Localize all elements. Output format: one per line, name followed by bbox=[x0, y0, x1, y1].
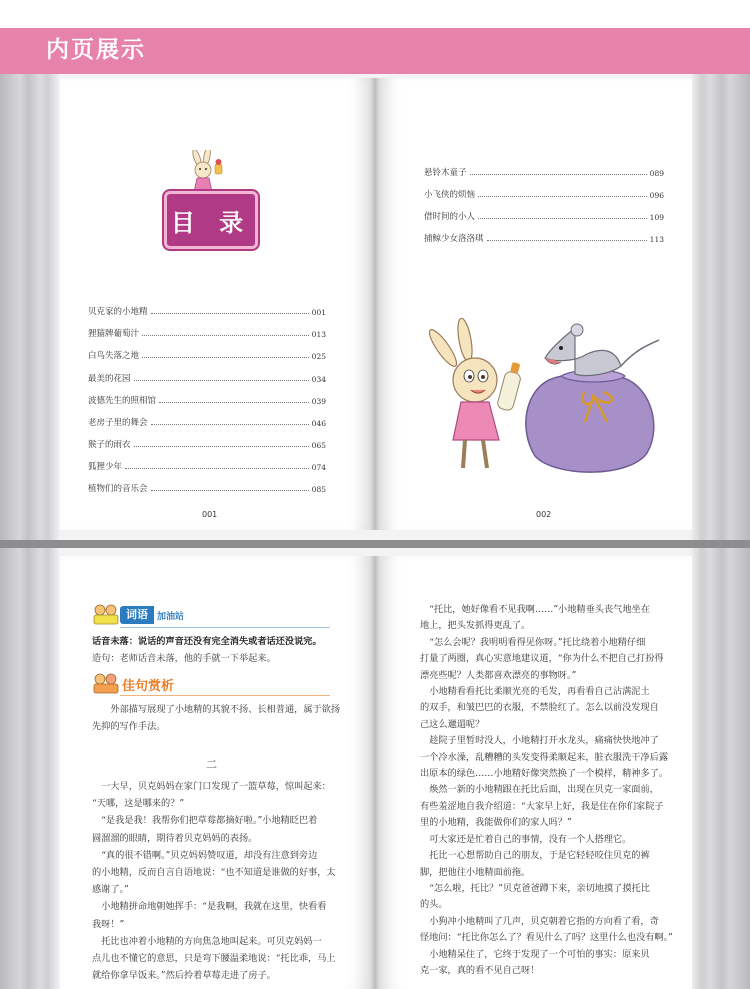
banner bbox=[0, 0, 750, 80]
toc-item-page: 046 bbox=[311, 419, 326, 428]
toc-item-title: 小飞侠的烦恼 bbox=[424, 190, 476, 200]
story-line: “托比，她好像看不见我啊……”小地精垂头丧气地坐在 bbox=[429, 604, 650, 615]
toc-leader bbox=[134, 380, 309, 381]
toc-item-title: 猴子的雨衣 bbox=[88, 440, 131, 450]
story-line: 地上，把头发抓得更乱了。 bbox=[420, 620, 531, 632]
toc-leader bbox=[478, 218, 647, 219]
banner-title: 内页展示 bbox=[46, 37, 146, 63]
story-line: 圆溜溜的眼睛，期待着贝克妈妈的表扬。 bbox=[92, 832, 258, 844]
book-gutter bbox=[370, 78, 380, 530]
toc-item-page: 109 bbox=[649, 213, 664, 222]
story-line: 小狗冲小地精叫了几声，贝克朝着它指的方向看了看，奇 bbox=[429, 915, 659, 927]
story-line: 的双手，和皱巴巴的衣服，不禁脸红了。怎么以前没发现自 bbox=[420, 702, 659, 714]
toc-item-page: 034 bbox=[311, 375, 326, 384]
story-line: 己这么邋遢呢？ bbox=[420, 718, 485, 730]
appreciation-rule bbox=[120, 695, 330, 696]
rabbit-mouse-illustration bbox=[425, 318, 670, 478]
milk-bottle bbox=[496, 371, 521, 412]
toc-item-page: 085 bbox=[311, 485, 326, 494]
toc-item[interactable] bbox=[88, 349, 326, 361]
story-line: 打量了两圈，真心实意地建议道，“你为什么不把自己打扮得 bbox=[420, 653, 664, 665]
appreciation-text: 外部描写展现了小地精的其貌不扬、长相普通，属于欲扬先抑的写作手法。 bbox=[92, 704, 341, 733]
toc-item[interactable] bbox=[424, 166, 664, 178]
toc-item[interactable] bbox=[88, 460, 326, 472]
toc-item[interactable] bbox=[424, 210, 664, 222]
rabbit-dress bbox=[453, 402, 499, 440]
story-line: “是我是我！我帮你们把草莓都摘好啦。”小地精眨巴着 bbox=[101, 815, 318, 827]
toc-item-title: 狐狸少年 bbox=[88, 462, 123, 472]
story-line: 脚，把他往小地精面前拖。 bbox=[420, 866, 531, 878]
toc-item-title: 贝克家的小地精 bbox=[88, 307, 148, 317]
toc-item-title: 白鸟失落之地 bbox=[88, 351, 140, 361]
toc-item[interactable] bbox=[88, 372, 326, 384]
toc-item-title: 最美的花园 bbox=[88, 374, 131, 384]
story-line: “怎么会呢？我明明看得见你呀。”托比绕着小地精仔细 bbox=[429, 636, 646, 648]
story-line: “天哪，这是哪来的？” bbox=[92, 798, 185, 810]
story-line: 漂亮些呢？人类都喜欢漂亮的事物呀。” bbox=[420, 669, 577, 681]
story-line: 克一家，真的看不见自己呀！ bbox=[420, 964, 540, 976]
toc-leader bbox=[151, 490, 309, 491]
toc-item-page: 013 bbox=[311, 330, 326, 339]
story-line: 一大早，贝克妈妈在家门口发现了一篮草莓，惊叫起来： bbox=[101, 781, 331, 792]
appreciation-label: 佳句赏析 bbox=[122, 679, 175, 694]
toc-title-box bbox=[164, 191, 258, 249]
vocab-label-sub: 加油站 bbox=[157, 611, 185, 622]
toc-item[interactable] bbox=[88, 416, 326, 428]
story-line: 感谢了。” bbox=[92, 884, 129, 896]
toc-leader bbox=[151, 313, 309, 314]
mouse bbox=[545, 328, 621, 376]
story-line: 托比一心想帮助自己的朋友，于是它轻轻咬住贝克的裤 bbox=[429, 850, 650, 862]
toc-item-page: 065 bbox=[311, 441, 326, 450]
story-line: 托比也冲着小地精的方向焦急地叫起来。可贝克妈妈一 bbox=[101, 935, 322, 947]
vocab-label-main: 词语 bbox=[120, 606, 154, 624]
toc-item-title: 波德先生的照相馆 bbox=[88, 396, 157, 406]
chapter-number: 二 bbox=[206, 758, 217, 771]
toc-item-page: 089 bbox=[649, 169, 664, 178]
story-line: 点儿也不懂它的意思，只是弯下腰温柔地说：“托比乖，马上 bbox=[92, 953, 336, 965]
story-line: 小地精呆住了，它终于发现了一个可怕的事实：原来贝 bbox=[429, 948, 650, 960]
toc-item-title: 老房子里的舞会 bbox=[88, 418, 148, 428]
vocab-term: 话音未落：说话的声音还没有完全消失或者话还没说完。 bbox=[92, 636, 322, 647]
story-line: 可大家还是忙着自己的事情，没有一个人搭理它。 bbox=[429, 833, 632, 845]
toc-leader bbox=[478, 196, 647, 197]
toc-item[interactable] bbox=[88, 438, 326, 450]
toc-leader bbox=[151, 424, 309, 425]
vocab-example: 造句：老师话音未落，他的手就一下举起来。 bbox=[92, 653, 276, 664]
story-line: 趁院子里暂时没人，小地精打开水龙头，痛痛快快地冲了 bbox=[429, 735, 659, 747]
toc-leader bbox=[142, 357, 309, 358]
toc-item-title: 狸猫牌葡萄汁 bbox=[88, 329, 140, 339]
toc-leader bbox=[134, 446, 309, 447]
toc-item-page: 074 bbox=[311, 463, 326, 472]
story-text-right bbox=[420, 602, 680, 979]
story-line: 就给你拿早饭来。”然后拎着草莓走进了房子。 bbox=[92, 970, 276, 982]
toc-leader bbox=[142, 335, 309, 336]
story-line: 一个冷水澡，乱糟糟的头发变得柔顺起来，脏衣服洗干净后露 bbox=[420, 751, 669, 763]
story-line: 的头。 bbox=[420, 899, 448, 911]
reading-children-icon bbox=[92, 673, 120, 695]
spread-divider bbox=[0, 540, 750, 548]
page-number-left: 001 bbox=[202, 510, 218, 519]
story-line: 我呀！” bbox=[92, 918, 125, 930]
purple-sack bbox=[526, 376, 654, 472]
story-line: 小地精拼命地朝她挥手：“是我啊，我就在这里，快看看 bbox=[101, 901, 327, 913]
toc-item[interactable] bbox=[424, 188, 664, 200]
toc-item[interactable] bbox=[424, 232, 664, 244]
story-line: “真的很不错啊。”贝克妈妈赞叹道，却没有注意到旁边 bbox=[101, 849, 318, 861]
toc-leader bbox=[487, 240, 647, 241]
story-line: 的小地精，反而自言自语地说：“也不知道是谁做的好事，太 bbox=[92, 867, 336, 879]
toc-item[interactable] bbox=[88, 482, 326, 494]
story-line: 出原本的绿色……小地精好像突然换了一个模样，精神多了。 bbox=[420, 768, 669, 780]
toc-item[interactable] bbox=[88, 305, 326, 317]
toc-item-page: 025 bbox=[311, 352, 326, 361]
story-line: 焕然一新的小地精跟在托比后面，出现在贝克一家面前， bbox=[429, 784, 659, 796]
toc-item-title: 捕鲸少女洛洛琪 bbox=[424, 234, 484, 244]
toc-item-page: 039 bbox=[311, 397, 326, 406]
story-text-left bbox=[92, 778, 356, 984]
toc-item-page: 096 bbox=[649, 191, 664, 200]
book-gutter bbox=[370, 556, 380, 989]
page-number-right: 002 bbox=[536, 510, 552, 519]
vocab-rule bbox=[120, 627, 330, 628]
toc-leader bbox=[159, 402, 309, 403]
story-line: 有些羞涩地自我介绍道：“大家早上好，我是住在你们家院子 bbox=[420, 800, 664, 812]
story-line: 里的小地精，我能做你们的家人吗？” bbox=[420, 817, 572, 829]
toc-leader bbox=[470, 174, 647, 175]
toc-leader bbox=[125, 468, 309, 469]
toc-item-title: 悬铃木童子 bbox=[424, 168, 467, 178]
toc-item-page: 001 bbox=[311, 308, 326, 317]
toc-item-page: 113 bbox=[649, 235, 664, 244]
rabbit-head bbox=[453, 358, 497, 402]
toc-item-title: 植物们的音乐会 bbox=[88, 484, 148, 494]
story-line: 小地精看看托比柔顺光亮的毛发，再看看自己沾满泥土 bbox=[429, 686, 650, 698]
reading-children-icon bbox=[92, 604, 120, 626]
toc-item-title: 借时间的小人 bbox=[424, 212, 476, 222]
toc-title: 目 录 bbox=[170, 209, 252, 237]
toc-item[interactable] bbox=[88, 327, 326, 339]
story-line: “怎么啦，托比？”贝克爸爸蹲下来，亲切地摸了摸托比 bbox=[429, 882, 650, 894]
story-line: 怪地问：“托比你怎么了？看见什么了吗？这里什么也没有啊。” bbox=[420, 932, 673, 944]
toc-item[interactable] bbox=[88, 394, 326, 406]
vocab-label bbox=[120, 606, 184, 624]
